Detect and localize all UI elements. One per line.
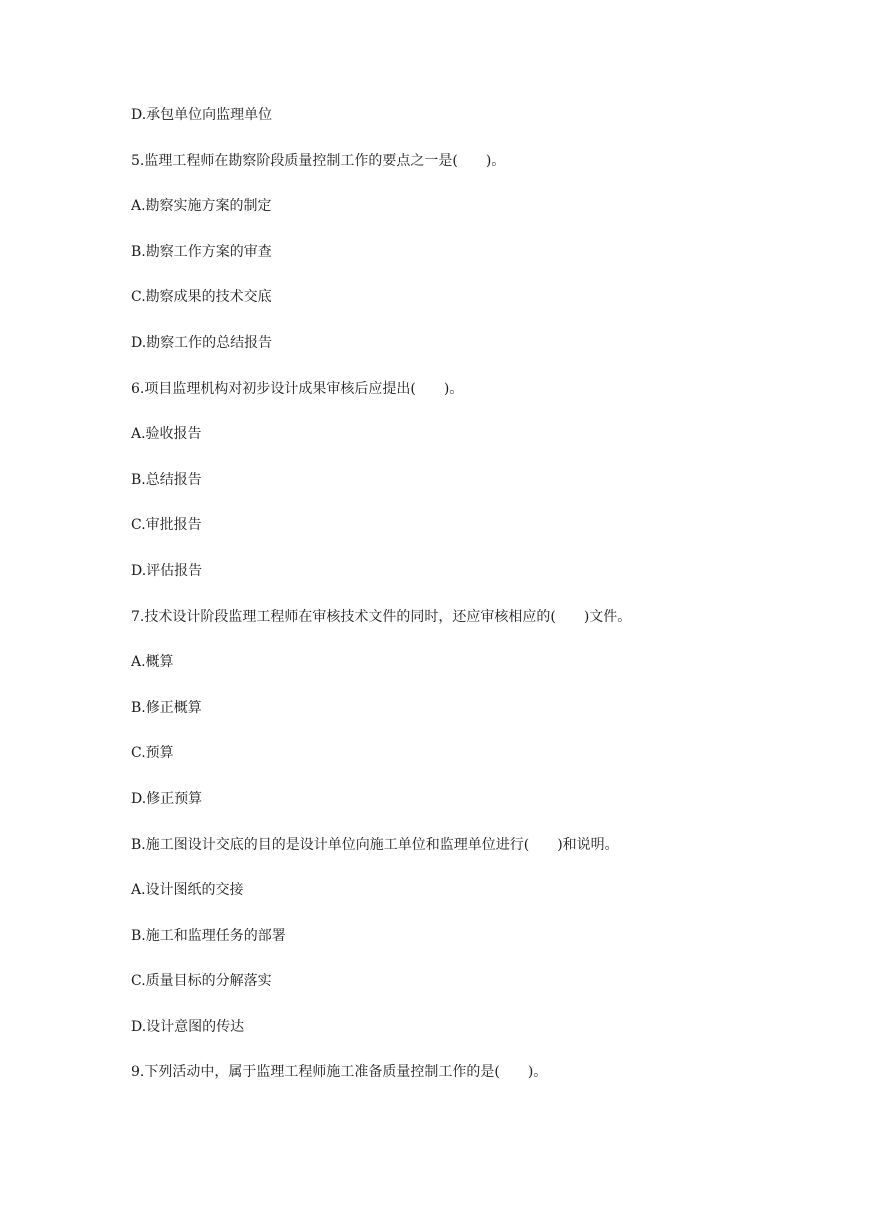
question-7: 7.技术设计阶段监理工程师在审核技术文件的同时，还应审核相应的( )文件。 (131, 608, 632, 625)
option-b-q8: B.施工和监理任务的部署 (131, 927, 286, 944)
option-a-q6: A.验收报告 (131, 426, 202, 443)
option-b-q5: B.勘察工作方案的审查 (131, 243, 272, 260)
option-d-q8: D.设计意图的传达 (131, 1018, 245, 1035)
question-5: 5.监理工程师在勘察阶段质量控制工作的要点之一是( )。 (131, 152, 506, 169)
option-c-q5: C.勘察成果的技术交底 (131, 289, 272, 306)
option-c-q6: C.审批报告 (131, 517, 202, 534)
option-c-q8: C.质量目标的分解落实 (131, 973, 272, 990)
question-8: B.施工图设计交底的目的是设计单位向施工单位和监理单位进行( )和说明。 (131, 836, 619, 853)
option-b-q6: B.总结报告 (131, 471, 202, 488)
option-c-q7: C.预算 (131, 745, 174, 762)
option-a-q8: A.设计图纸的交接 (131, 882, 244, 899)
option-a-q7: A.概算 (131, 654, 174, 671)
option-d-q7: D.修正预算 (131, 790, 203, 807)
option-d-q4: D.承包单位向监理单位 (131, 107, 273, 123)
option-d-q6: D.评估报告 (131, 562, 203, 579)
option-d-q5: D.勘察工作的总结报告 (131, 334, 273, 351)
option-b-q7: B.修正概算 (131, 699, 202, 716)
question-list (131, 104, 771, 1107)
question-9: 9.下列活动中，属于监理工程师施工准备质量控制工作的是( )。 (131, 1064, 548, 1081)
question-6: 6.项目监理机构对初步设计成果审核后应提出( )。 (131, 380, 464, 397)
option-a-q5: A.勘察实施方案的制定 (131, 198, 272, 215)
